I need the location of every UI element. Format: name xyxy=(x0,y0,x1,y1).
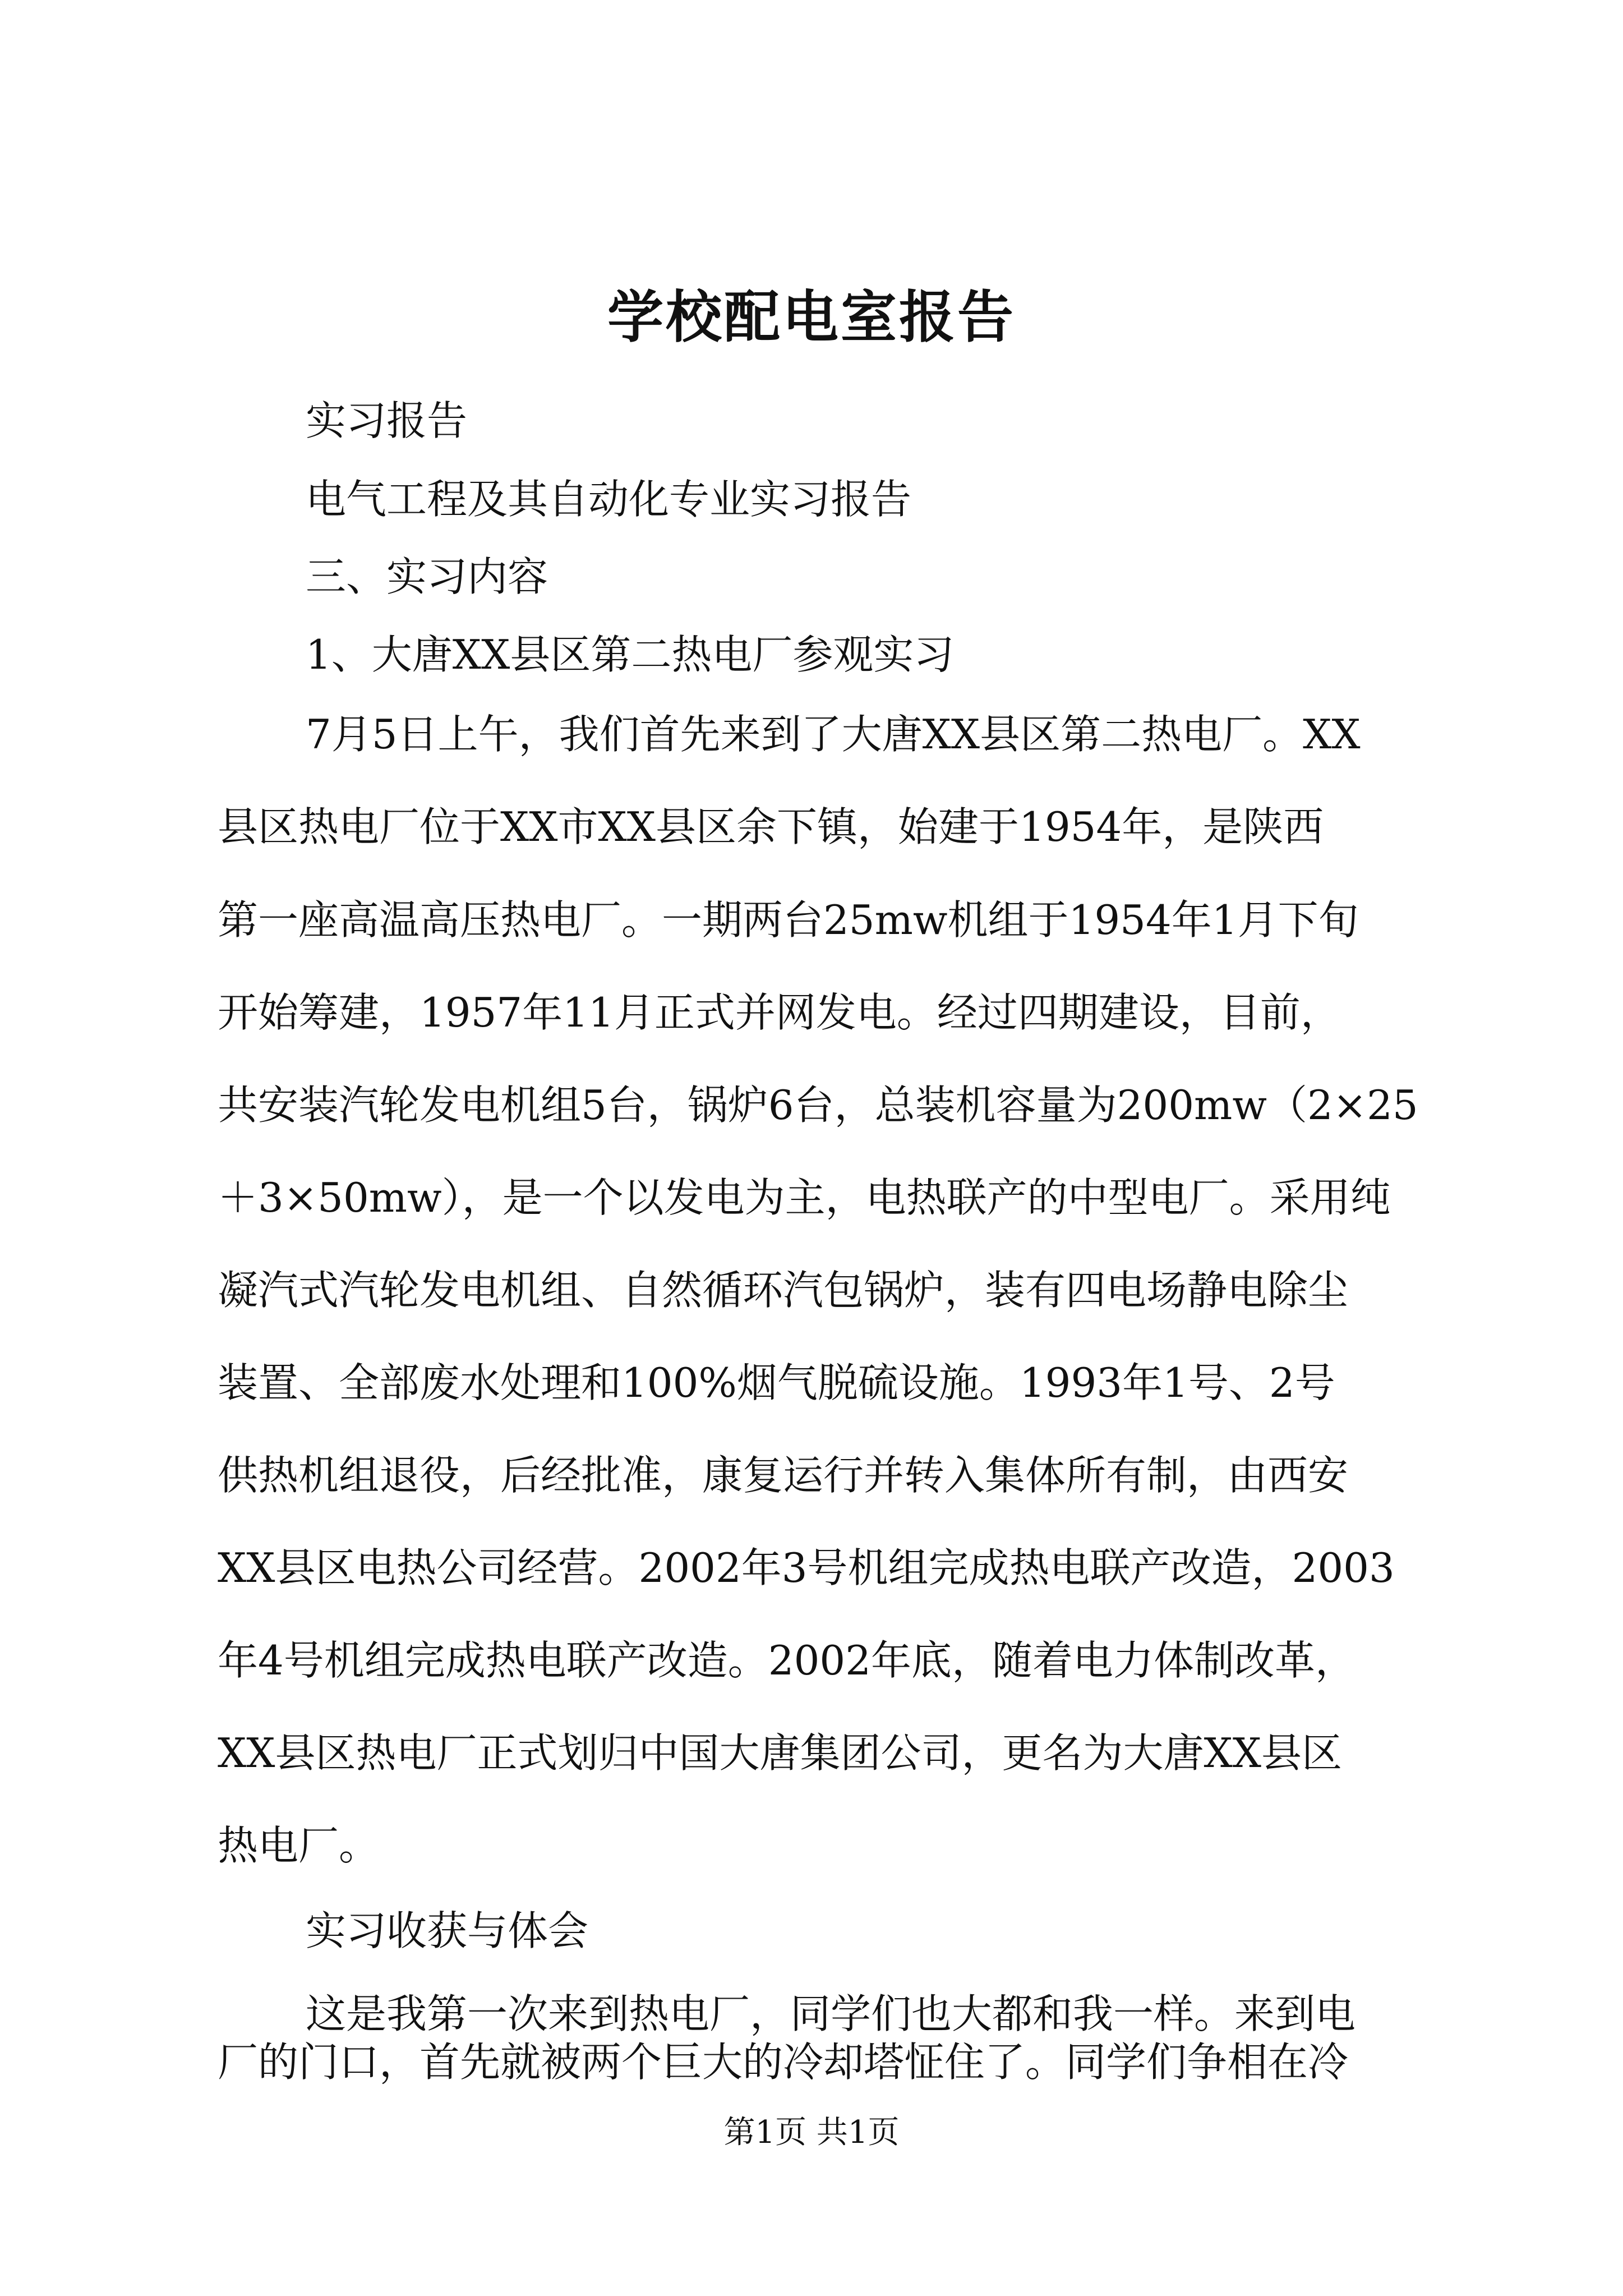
paragraph-line: ＋3×50mw），是一个以发电为主，电热联产的中型电厂。采用纯 xyxy=(218,1174,1391,1221)
paragraph-line: 热电厂。 xyxy=(218,1822,380,1869)
paragraph-line: 厂的门口，首先就被两个巨大的冷却塔怔住了。同学们争相在冷 xyxy=(218,2039,1349,2086)
paragraph-line: XX县区电热公司经营。2002年3号机组完成热电联产改造，2003 xyxy=(218,1544,1395,1591)
paragraph-line: 年4号机组完成热电联产改造。2002年底，随着电力体制改革， xyxy=(218,1637,1356,1684)
paragraph-line: 1、大唐XX县区第二热电厂参观实习 xyxy=(306,631,955,678)
page-footer: 第1页 共1页 xyxy=(723,2114,900,2151)
paragraph-line: XX县区热电厂正式划归中国大唐集团公司，更名为大唐XX县区 xyxy=(218,1729,1343,1777)
paragraph-line: 这是我第一次来到热电厂，同学们也大都和我一样。来到电 xyxy=(306,1990,1356,2037)
paragraph-line: 县区热电厂位于XX市XX县区余下镇，始建于1954年，是陕西 xyxy=(218,803,1324,850)
document-title: 学校配电室报告 xyxy=(607,284,1016,350)
paragraph-line: 第一座高温高压热电厂。一期两台25mw机组于1954年1月下旬 xyxy=(218,896,1359,944)
paragraph-line: 实习收获与体会 xyxy=(306,1907,589,1954)
paragraph-line: 装置、全部废水处理和100%烟气脱硫设施。1993年1号、2号 xyxy=(218,1359,1335,1406)
paragraph-line: 共安装汽轮发电机组5台，锅炉6台，总装机容量为200mw（2×25 xyxy=(218,1082,1418,1129)
paragraph-line: 7月5日上午，我们首先来到了大唐XX县区第二热电厂。XX xyxy=(306,711,1361,758)
paragraph-line: 三、实习内容 xyxy=(306,553,548,600)
paragraph-line: 电气工程及其自动化专业实习报告 xyxy=(306,476,912,523)
paragraph-line: 凝汽式汽轮发电机组、自然循环汽包锅炉，装有四电场静电除尘 xyxy=(218,1267,1349,1314)
paragraph-line: 供热机组退役，后经批准，康复运行并转入集体所有制，由西安 xyxy=(218,1452,1349,1499)
paragraph-line: 实习报告 xyxy=(306,397,468,444)
paragraph-line: 开始筹建，1957年11月正式并网发电。经过四期建设，目前， xyxy=(218,989,1341,1036)
